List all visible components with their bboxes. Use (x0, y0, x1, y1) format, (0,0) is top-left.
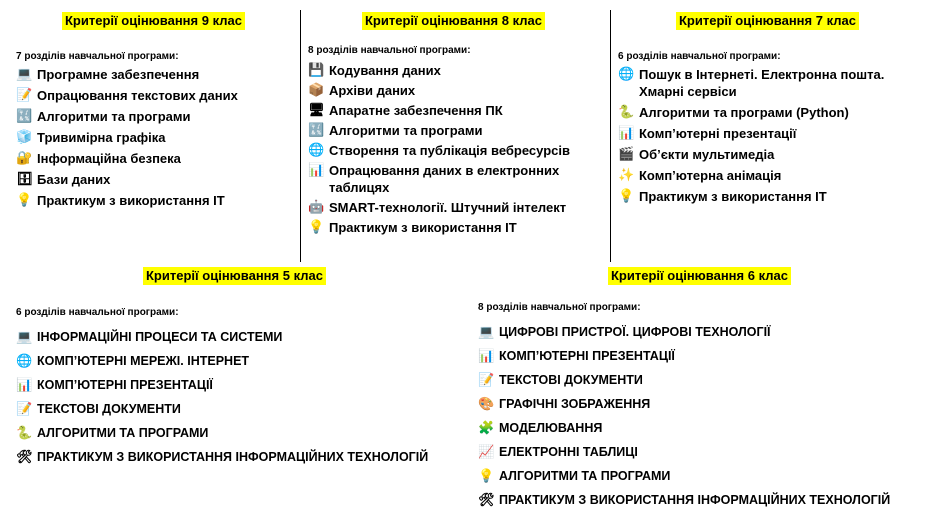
lightbulb-icon: 💡 (16, 192, 33, 207)
grade6-list (478, 324, 890, 516)
snake-icon: 🐍 (618, 104, 635, 119)
list-item: 🧩 МОДЕЛЮВАННЯ (478, 420, 603, 435)
list-item: 📊 КОМП’ЮТЕРНІ ПРЕЗЕНТАЦІЇ (478, 348, 675, 363)
list-item: 📈 ЕЛЕКТРОННІ ТАБЛИЦІ (478, 444, 638, 459)
list-item: 🐍 Алгоритми та програми (Python) (618, 104, 849, 120)
lightbulb-icon: 💡 (618, 188, 635, 203)
desktop-icon: 🖥 (308, 102, 325, 117)
file-cabinet-icon: 🗄 (16, 171, 33, 186)
list-item: 💻 ІНФОРМАЦІЙНІ ПРОЦЕСИ ТА СИСТЕМИ (16, 329, 283, 344)
grade9-subtitle: 7 розділів навчальної програми: (16, 51, 179, 62)
grade6-title: Критерії оцінювання 6 клас (608, 267, 791, 285)
list-item: 🛠 ПРАКТИКУМ З ВИКОРИСТАННЯ ІНФОРМАЦІЙНИХ ТЕХНОЛОГІЙ (16, 449, 429, 464)
list-item: 💡 Практикум з використання ІТ (618, 188, 827, 204)
list-item: 📝 Опрацювання текстових даних (16, 87, 238, 103)
grade9-list (16, 66, 238, 213)
list-item: 📝 ТЕКСТОВІ ДОКУМЕНТИ (16, 401, 181, 416)
cube-icon: 🧊 (16, 129, 33, 144)
grade9-title: Критерії оцінювання 9 клас (62, 12, 245, 30)
tools-icon: 🛠 (16, 449, 33, 464)
grade6-subtitle: 8 розділів навчальної програми: (478, 302, 641, 313)
list-item: 📊 Опрацювання даних в електронних таблицях (308, 162, 560, 195)
list-item: 💾 Кодування даних (308, 62, 441, 78)
grade8-title: Критерії оцінювання 8 клас (362, 12, 545, 30)
bar-chart-icon: 📊 (308, 162, 325, 177)
list-item: 🔐 Інформаційна безпека (16, 150, 181, 166)
list-item: 🎨 ГРАФІЧНІ ЗОБРАЖЕННЯ (478, 396, 651, 411)
bar-chart-icon: 📊 (16, 377, 33, 392)
list-item: 🗄 Бази даних (16, 171, 111, 187)
puzzle-icon: 🧩 (478, 420, 495, 435)
grade7-list (618, 66, 918, 209)
tools-icon: 🛠 (478, 492, 495, 507)
list-item: 🧊 Тривимірна графіка (16, 129, 166, 145)
laptop-icon: 💻 (478, 324, 495, 339)
list-item: 🖥 Апаратне забезпечення ПК (308, 102, 503, 118)
list-item: 💡 Практикум з використання ІТ (308, 219, 517, 235)
line-chart-icon: 📈 (478, 444, 495, 459)
list-item: 🔣 Алгоритми та програми (16, 108, 191, 124)
globe-icon: 🌐 (618, 66, 635, 81)
list-item: ✨ Комп’ютерна анімація (618, 167, 782, 183)
lock-icon: 🔐 (16, 150, 33, 165)
floppy-disk-icon: 💾 (308, 62, 325, 77)
symbols-icon: 🔣 (16, 108, 33, 123)
grade8-list (308, 62, 604, 239)
laptop-icon: 💻 (16, 66, 33, 81)
snake-icon: 🐍 (16, 425, 33, 440)
bar-chart-icon: 📊 (478, 348, 495, 363)
divider-right (610, 10, 611, 262)
clapperboard-icon: 🎬 (618, 146, 635, 161)
memo-icon: 📝 (478, 372, 495, 387)
palette-icon: 🎨 (478, 396, 495, 411)
list-item: 🤖 SMART-технології. Штучний інтелект (308, 199, 567, 215)
list-item: 🌐 Створення та публікація вебресурсів (308, 142, 570, 158)
divider-left (300, 10, 301, 262)
grade7-subtitle: 6 розділів навчальної програми: (618, 51, 781, 62)
list-item: 💡 Практикум з використання ІТ (16, 192, 225, 208)
grade7-title: Критерії оцінювання 7 клас (676, 12, 859, 30)
bar-chart-icon: 📊 (618, 125, 635, 140)
list-item: 💻 ЦИФРОВІ ПРИСТРОЇ. ЦИФРОВІ ТЕХНОЛОГІЇ (478, 324, 771, 339)
symbols-icon: 🔣 (308, 122, 325, 137)
list-item: 🔣 Алгоритми та програми (308, 122, 483, 138)
grade5-subtitle: 6 розділів навчальної програми: (16, 307, 179, 318)
lightbulb-icon: 💡 (478, 468, 495, 483)
list-item: 🌐 КОМП’ЮТЕРНІ МЕРЕЖІ. ІНТЕРНЕТ (16, 353, 250, 368)
list-item: 🛠 ПРАКТИКУМ З ВИКОРИСТАННЯ ІНФОРМАЦІЙНИХ ТЕХНОЛОГІЙ (478, 492, 891, 507)
grade5-title: Критерії оцінювання 5 клас (143, 267, 326, 285)
list-item: 🎬 Об’єкти мультимедіа (618, 146, 775, 162)
list-item: 📝 ТЕКСТОВІ ДОКУМЕНТИ (478, 372, 643, 387)
lightbulb-icon: 💡 (308, 219, 325, 234)
memo-icon: 📝 (16, 401, 33, 416)
grade5-list (16, 329, 428, 473)
list-item: 💡 АЛГОРИТМИ ТА ПРОГРАМИ (478, 468, 671, 483)
package-icon: 📦 (308, 82, 325, 97)
list-item: 🌐 Пошук в Інтернеті. Електронна пошта. Хмарні сервіси (618, 66, 885, 99)
list-item: 📦 Архіви даних (308, 82, 416, 98)
grade8-subtitle: 8 розділів навчальної програми: (308, 45, 471, 56)
list-item: 📊 КОМП’ЮТЕРНІ ПРЕЗЕНТАЦІЇ (16, 377, 213, 392)
globe-icon: 🌐 (16, 353, 33, 368)
memo-icon: 📝 (16, 87, 33, 102)
robot-icon: 🤖 (308, 199, 325, 214)
list-item: 💻 Програмне забезпечення (16, 66, 200, 82)
sparkles-icon: ✨ (618, 167, 635, 182)
list-item: 📊 Комп’ютерні презентації (618, 125, 797, 141)
laptop-icon: 💻 (16, 329, 33, 344)
list-item: 🐍 АЛГОРИТМИ ТА ПРОГРАМИ (16, 425, 209, 440)
globe-icon: 🌐 (308, 142, 325, 157)
